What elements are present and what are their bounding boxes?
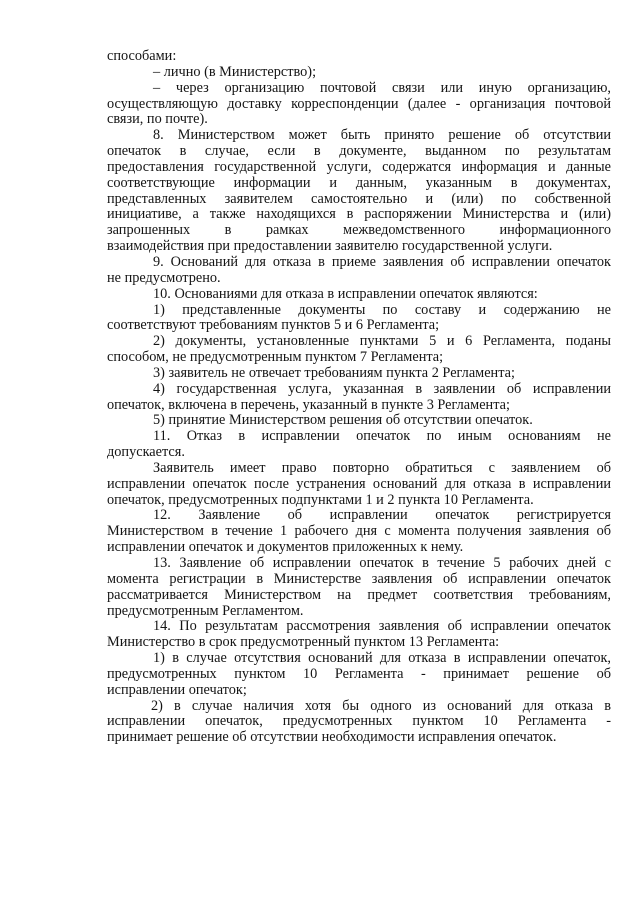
text-line: Заявитель имеет право повторно обратиться с заявлением об	[153, 459, 611, 476]
text-line: запрошенных в рамках межведомственного информационного	[107, 222, 611, 239]
text-line: 9. Оснований для отказа в приеме заявления об исправлении опечаток	[153, 253, 611, 270]
text-line: предусмотренным Регламентом.	[107, 602, 304, 619]
text-line: – лично (в Министерство);	[153, 63, 317, 80]
document-page	[107, 49, 611, 746]
text-line: предоставления государственной услуги, содержатся информация и данные	[107, 158, 611, 175]
text-line: соответствуют требованиям пунктов 5 и 6 Регламента;	[107, 317, 440, 334]
text-line: 3) заявитель не отвечает требованиям пункта 2 Регламента;	[153, 364, 515, 381]
text-line: опечаток, предусмотренных подпунктами 1 и 2 пункта 10 Регламента.	[107, 491, 534, 508]
text-line: момента регистрации в Министерстве заявления об исправлении опечаток	[107, 570, 611, 587]
text-line: представленных заявителем самостоятельно и (или) по собственной	[107, 190, 611, 207]
text-line: осуществляющую доставку корреспонденции (далее - организация почтовой	[107, 95, 611, 112]
text-line: способом, не предусмотренным пунктом 7 Регламента;	[107, 349, 444, 366]
text-line: опечаток в случае, если в документе, выданном по результатам	[107, 143, 611, 160]
text-line: исправлении опечаток, предусмотренных пунктом 10 Регламента -	[107, 713, 611, 730]
text-line: 10. Основаниями для отказа в исправлении опечаток являются:	[153, 285, 538, 302]
text-line: Министерством в течение 1 рабочего дня с момента получения заявления об	[107, 523, 611, 540]
text-line: соответствующие информации и данным, указанным в документах,	[107, 174, 611, 191]
text-line: 1) в случае отсутствия оснований для отказа в исправлении опечаток,	[153, 650, 611, 667]
text-line: не предусмотрено.	[107, 269, 221, 286]
text-line: 5) принятие Министерством решения об отсутствии опечаток.	[153, 412, 533, 429]
text-line: 11. Отказ в исправлении опечаток по иным основаниям не	[153, 428, 611, 445]
text-line: 4) государственная услуга, указанная в заявлении об исправлении	[153, 380, 611, 397]
text-line: 14. По результатам рассмотрения заявления об исправлении опечаток	[153, 618, 611, 635]
text-line: 2) документы, установленные пунктами 5 и 6 Регламента, поданы	[153, 333, 611, 350]
text-line: способами:	[107, 48, 177, 64]
text-line: 1) представленные документы по составу и содержанию не	[153, 301, 611, 318]
text-line: 8. Министерством может быть принято решение об отсутствии	[153, 127, 611, 144]
text-line: рассматривается Министерством на предмет соответствия требованиям,	[107, 586, 611, 603]
text-line: 12. Заявление об исправлении опечаток регистрируется	[153, 507, 611, 524]
text-line: инициативе, а также находящихся в распоряжении Министерства и (или)	[107, 206, 611, 223]
text-line: предусмотренных пунктом 10 Регламента - принимает решение об	[107, 665, 611, 682]
text-line: исправлении опечаток и документов приложенных к нему.	[107, 539, 464, 556]
text-line: 13. Заявление об исправлении опечаток в течение 5 рабочих дней с	[153, 555, 611, 571]
text-line: 2) в случае наличия хотя бы одного из оснований для отказа в	[151, 697, 611, 714]
text-line: допускается.	[107, 444, 185, 461]
text-line: исправлении опечаток после устранения оснований для отказа в исправлении	[107, 475, 611, 492]
text-line: связи, по почте).	[107, 111, 208, 128]
text-line: опечаток, включена в перечень, указанный в пункте 3 Регламента;	[107, 396, 510, 413]
text-line: – через организацию почтовой связи или иную организацию,	[153, 79, 611, 96]
text-line: принимает решение об отсутствии необходимости исправления опечаток.	[107, 729, 557, 746]
text-line: исправлении опечаток;	[107, 681, 247, 698]
text-line: Министерство в срок предусмотренный пунктом 13 Регламента:	[107, 634, 500, 651]
text-line: взаимодействия при предоставлении заявителю государственной услуги.	[107, 238, 553, 255]
